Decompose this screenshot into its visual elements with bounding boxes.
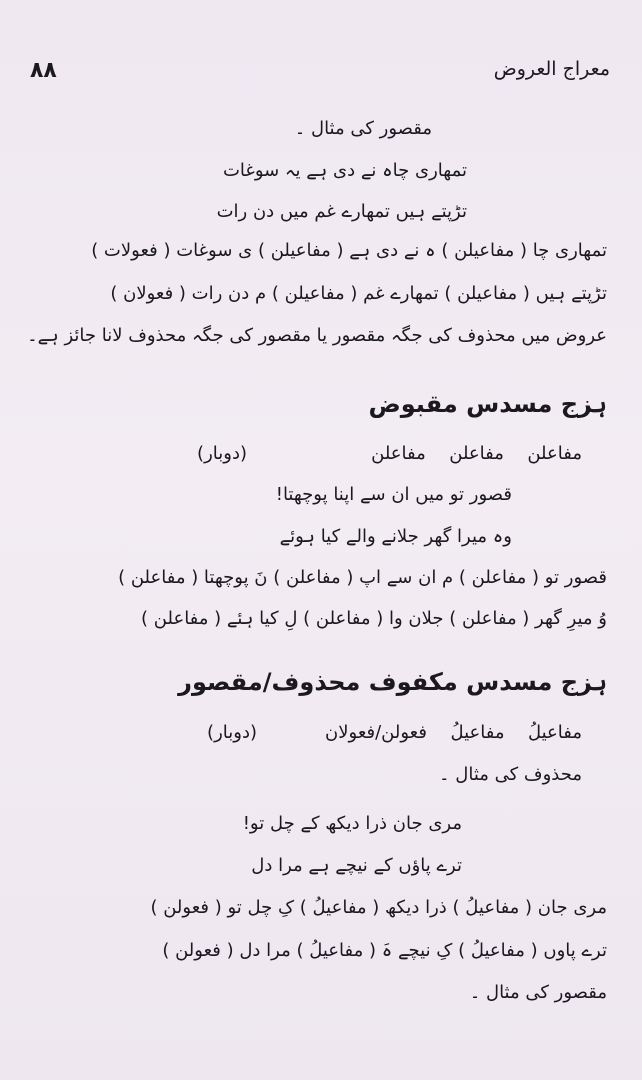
- verse-line: تڑپتے ہیں تمھارے غم میں دن رات: [216, 201, 467, 222]
- scansion-line: تمھاری چا ( مفاعیلن ) ہ نے دی ہے ( مفاعیلن ) ی سوغات ( فعولات ): [91, 240, 607, 261]
- meter-foot: مفاعیلُ: [527, 722, 582, 743]
- verse-line: قصور تو میں ان سے اپنا پوچھتا!: [275, 484, 512, 505]
- verse-line: مری جان ذرا دیکھ کے چل تو!: [242, 813, 462, 834]
- scansion-line: مری جان ( مفاعیلُ ) ذرا دیکھ ( مفاعیلُ ) کِ چل تو ( فعولن ): [150, 897, 607, 918]
- scansion-line: قصور تو ( مفاعلن ) م ان سے اپ ( مفاعلن ) نَ پوچھتا ( مفاعلن ): [118, 567, 607, 588]
- section-heading: ہزج مسدس مقبوض: [368, 390, 607, 418]
- example-label: محذوف کی مثال ۔: [439, 764, 582, 785]
- meter-foot: فعولن/فعولان: [325, 722, 427, 743]
- verse-line: تمھاری چاہ نے دی ہے یہ سوغات: [222, 160, 467, 181]
- scansion-line: ترے پاوں ( مفاعیلُ ) کِ نیچے ہَ ( مفاعیلُ ) مرا دل ( فعولن ): [162, 940, 607, 961]
- meter-pattern: [371, 443, 582, 464]
- section-heading: ہزج مسدس مکفوف محذوف/مقصور: [178, 668, 607, 696]
- meter-foot: مفاعیلُ: [450, 722, 505, 743]
- meter-foot: مفاعلن: [371, 443, 426, 464]
- verse-line: ترے پاؤں کے نیچے ہے مرا دل: [251, 855, 462, 876]
- page-number: ۸۸: [30, 58, 57, 83]
- note-line: عروض میں محذوف کی جگہ مقصور یا مقصور کی جگہ محذوف لانا جائز ہے۔: [27, 325, 607, 346]
- meter-foot: مفاعلن: [449, 443, 504, 464]
- repeat-note: (دوبار): [197, 443, 247, 464]
- running-title: معراج العروض: [493, 58, 610, 80]
- scansion-line: وُ میرِ گھر ( مفاعلن ) جلان وا ( مفاعلن ) لِ کیا ہئے ( مفاعلن ): [141, 608, 607, 629]
- example-label: مقصور کی مثال ۔: [469, 982, 607, 1003]
- meter-pattern: [325, 722, 582, 743]
- example-label: مقصور کی مثال ۔: [294, 118, 432, 139]
- meter-foot: مفاعلن: [527, 443, 582, 464]
- verse-line: وہ میرا گھر جلانے والے کیا ہوئے: [279, 526, 512, 547]
- scansion-line: تڑپتے ہیں ( مفاعیلن ) تمھارے غم ( مفاعیلن ) م دن رات ( فعولان ): [110, 283, 607, 304]
- repeat-note: (دوبار): [207, 722, 257, 743]
